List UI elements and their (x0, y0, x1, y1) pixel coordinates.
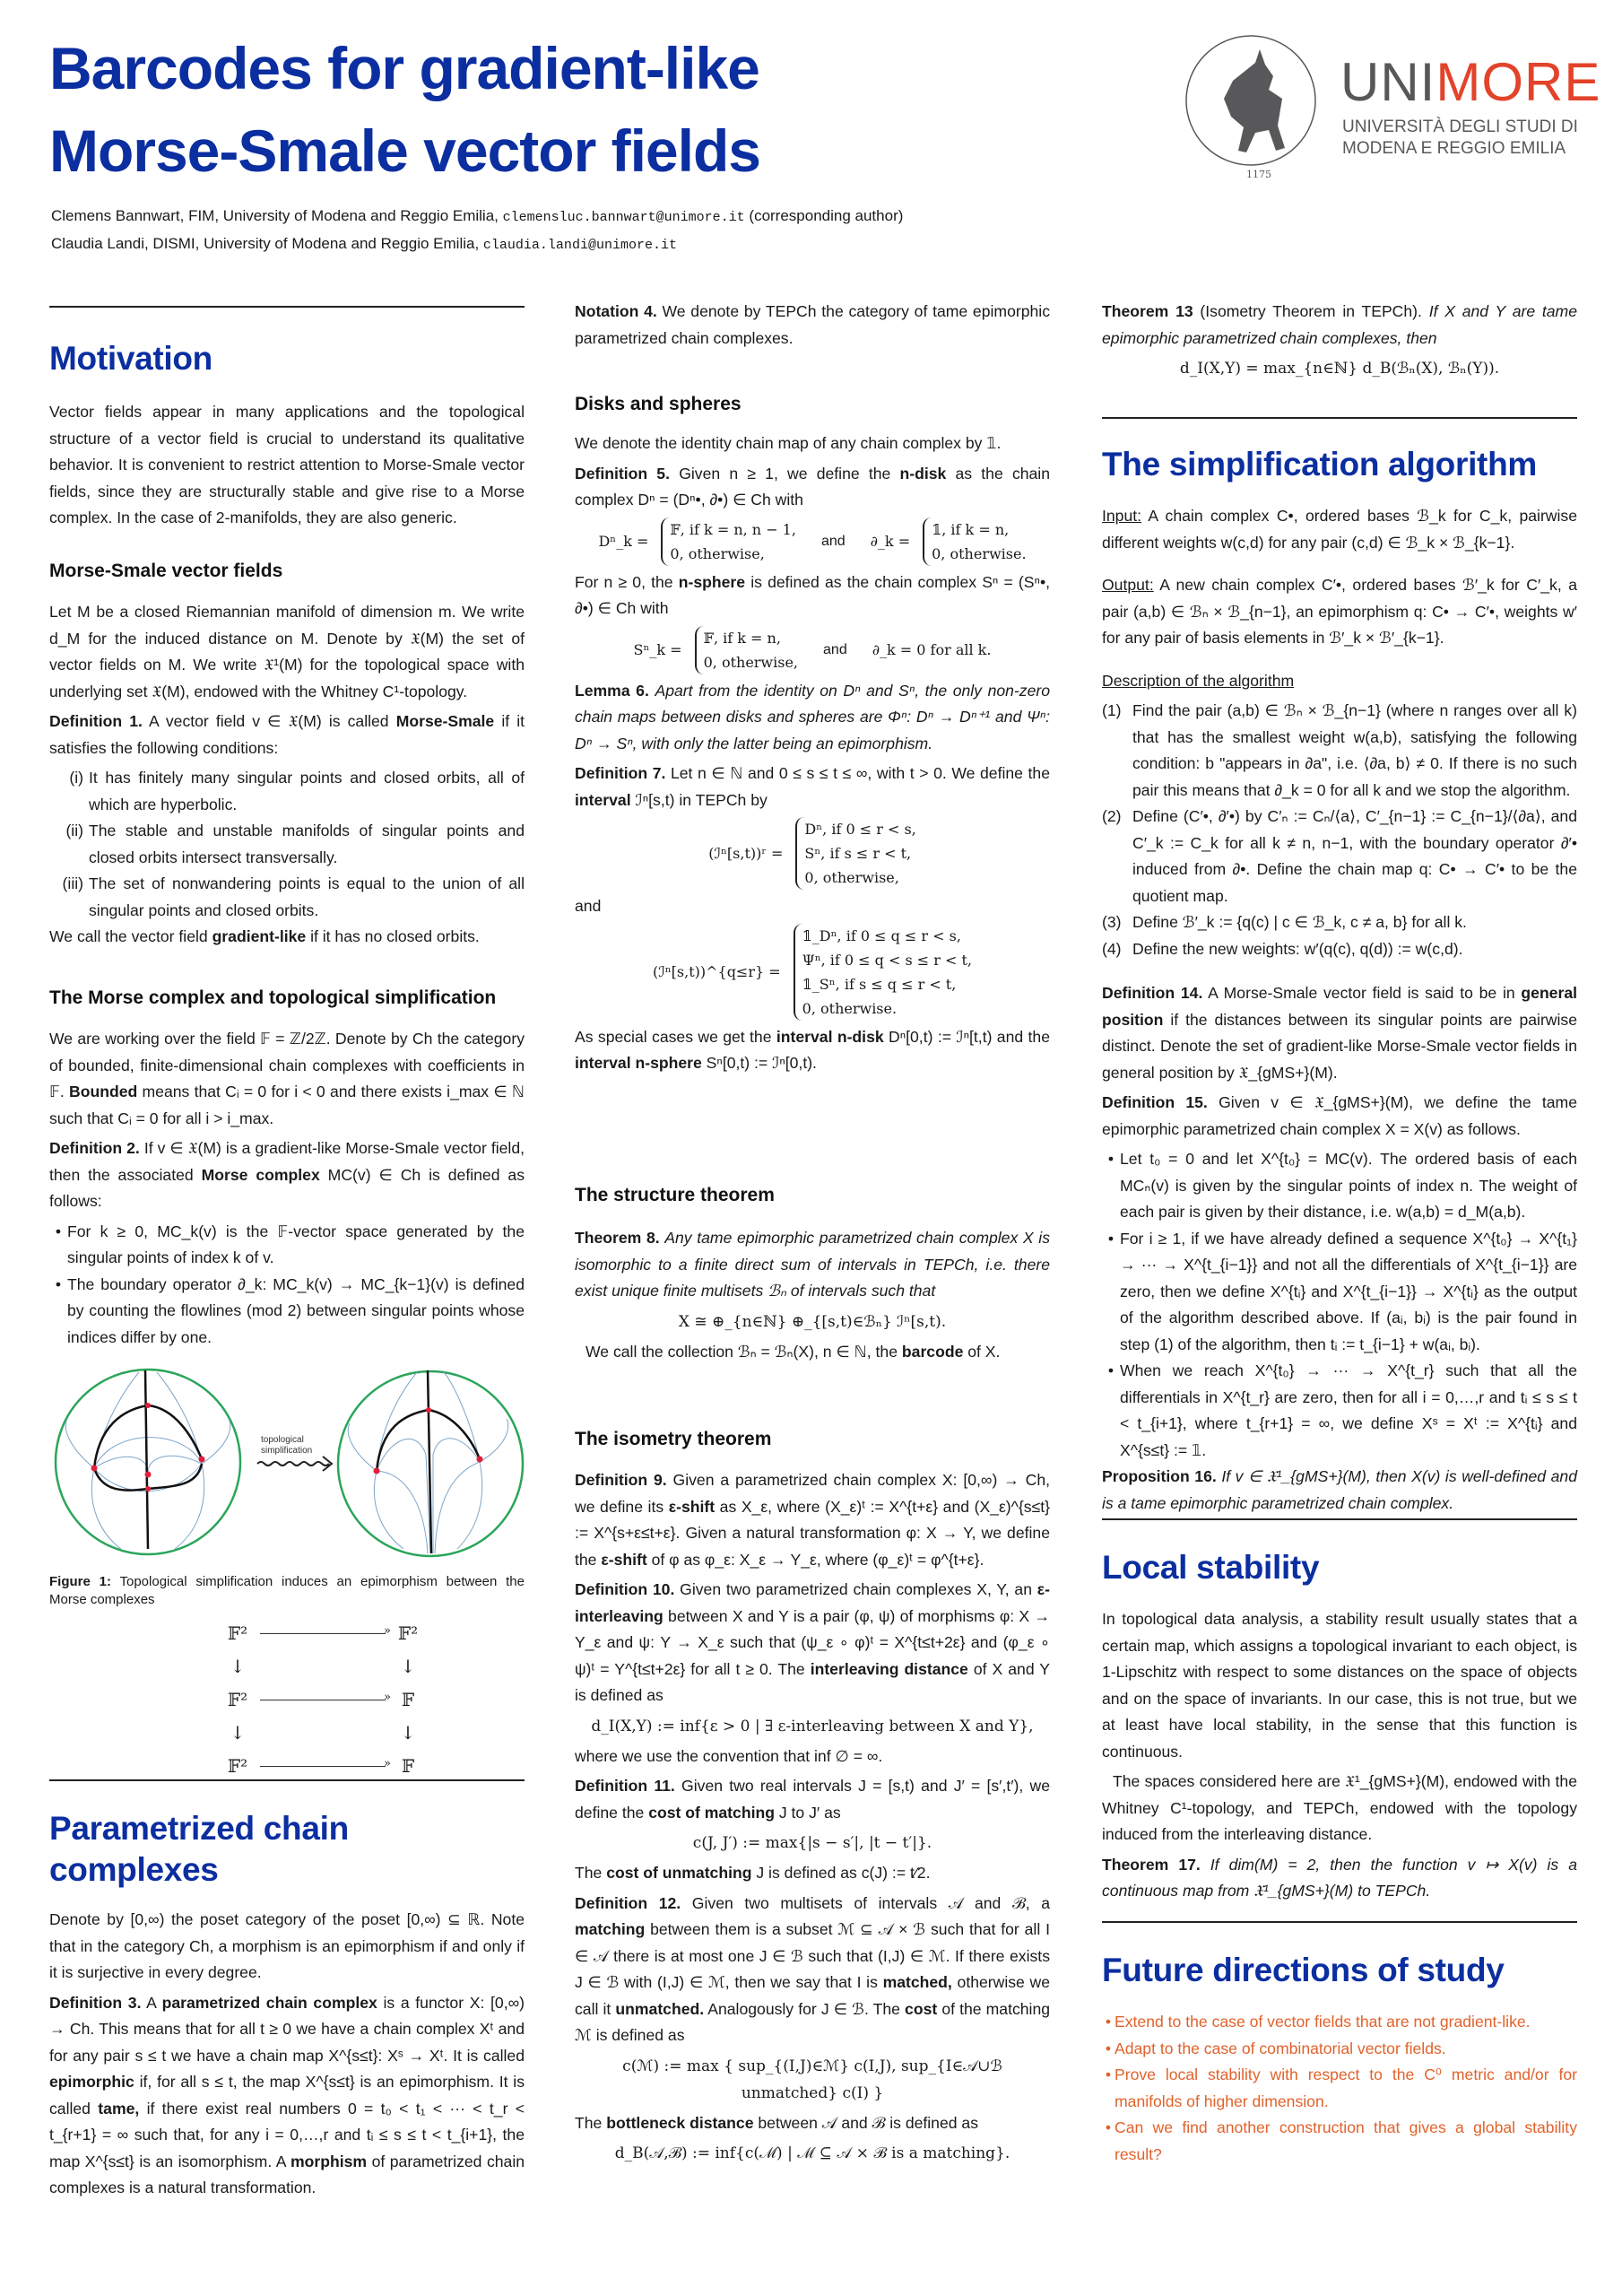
definition-label: Definition 12. (575, 1893, 681, 1912)
text: Analogously for J ∈ ℬ. The (707, 1999, 900, 2018)
column-1-top (49, 306, 525, 535)
step-text: Define (C′•, ∂′•) by C′ₙ := Cₙ/⟨a⟩, C′_{n−1} := C_{n−1}/⟨∂a⟩, and C′_k := C_k for all k ≠ n, n−1, with the boundary operator ∂′• induced from ∂•. Define the chain map q: C• → C′• to be the quotient map. (1132, 807, 1577, 905)
heading-motivation: Motivation (49, 340, 213, 377)
item-text: It has finitely many singular points and closed orbits, all of which are hyperbolic. (89, 769, 525, 813)
term: Morse-Smale (395, 712, 495, 730)
university-name-line-1: UNIVERSITÀ DEGLI STUDI DI (1342, 117, 1578, 136)
list-item (49, 871, 525, 924)
bullet-item (1102, 1358, 1577, 1464)
figure-1 (49, 1365, 525, 1781)
case: Sⁿ, if s ≤ r < t, (804, 845, 912, 862)
author-1-affiliation: Clemens Bannwart, FIM, University of Modena and Reggio Emilia, (51, 207, 499, 224)
case: 0, otherwise. (802, 999, 898, 1017)
algorithm-output (1102, 572, 1577, 652)
definition-label: Definition 14. (1102, 984, 1203, 1002)
section-morse-smale (49, 558, 525, 954)
input-label: Input: (1102, 507, 1142, 525)
heading-disks-spheres: Disks and spheres (575, 394, 742, 414)
matching-cost-formula: c(J, J′) := max{|s − s′|, |t − t′|}. (692, 1834, 932, 1852)
heading-morse-complex: The Morse complex and topological simplification (49, 987, 497, 1008)
definition-14 (1102, 980, 1577, 1086)
item-text: Can we find another construction that gives a global stability result? (1115, 2118, 1577, 2163)
author-1-email[interactable]: clemensluc.bannwart@unimore.it (502, 210, 745, 225)
theorem-name: (Isometry Theorem in TEPCh). (1200, 302, 1422, 320)
definition-label: Definition 9. (575, 1471, 667, 1489)
text: is a functor X: [0,∞) → Ch. This means that for all t ≥ 0 we have a chain complex Xᵗ and for any pair s ≤ t we have a chain map X^{s≤t}: Xˢ → Xᵗ. It is called (49, 1993, 525, 2065)
item-text: The set of nonwandering points is equal to the union of all singular points and closed orbits. (89, 874, 525, 919)
definition-12 (575, 1891, 1050, 2049)
author-1-note: (corresponding author) (749, 207, 904, 224)
text: If v ∈ 𝔛(M) is a gradient-like Morse-Smale vector field, then the associated (49, 1139, 525, 1184)
item-text: The boundary operator ∂_k: MC_k(v) → MC_{k−1}(v) is defined by counting the flowlines (mod 2) between singular points whose indices differ by one. (67, 1274, 525, 1346)
definition-11 (575, 1773, 1050, 1826)
term: matching (575, 1920, 646, 1938)
formula-lhs: Sⁿ_k = (633, 641, 682, 658)
figure-caption (49, 1573, 525, 1609)
item-text: Extend to the case of vector fields that are not gradient-like. (1115, 2013, 1531, 2031)
text: J to J′ as (778, 1803, 841, 1822)
list-item (49, 765, 525, 818)
item-number: (ii) (65, 822, 83, 839)
description-label: Description of the algorithm (1102, 671, 1295, 690)
text: between X and Y is a pair (φ, ψ) of morphisms φ: X → Y_ε and ψ: Y → X_ε such that (ψ_ε ∘ φ)ᵗ = X^{t≤t+2ε} and (φ_ε ∘ ψ)ᵗ = Y^{t≤t+2ε} for all t ≥ 0. The (575, 1606, 1050, 1678)
section-simplification (1102, 417, 1577, 1520)
unmatching-cost (575, 1860, 1050, 1887)
formula-lhs: Dⁿ_k = (598, 533, 649, 550)
heading-local-stability: Local stability (1102, 1549, 1320, 1586)
term: gradient-like (212, 927, 307, 945)
divider (49, 306, 525, 308)
interval-map-formula (575, 924, 1050, 1021)
algorithm-step (1102, 936, 1577, 963)
and-text: and (575, 897, 602, 915)
epi-arrow-icon: » (260, 1633, 386, 1634)
local-stability-text-1: In topological data analysis, a stability result usually states that a certain map, which assigns a topological invariant to each object, is 1-Lipschitz with respect to some distances on the space of objects and on the space of invariants. In our case, this is not true, but we at least have local stability, in the sense that this function is continuous. (1102, 1610, 1577, 1761)
item-text: When we reach X^{t₀} → ··· → X^{t_r} such that all the differentials in X^{t_r} are zero, then for all i = 0,…,r and tᵢ ≤ s ≤ t < t_{i+1}, where t_{r+1} = ∞, we define Xˢ = Xᵗ := X^{tᵢ} and X^{s≤t} := 𝟙. (1120, 1361, 1577, 1459)
term: matched, (882, 1973, 952, 1991)
local-stability-text-2: The spaces considered here are 𝔛¹_{gMS+}(M), endowed with the Whitney C¹-topology, and TEPCh, endowed with the topology induced from the interleaving distance. (1102, 1772, 1577, 1843)
text: Given two parametrized chain complexes X, Y, an (680, 1580, 1032, 1598)
term: cost of unmatching (606, 1864, 752, 1882)
step-number: (3) (1102, 913, 1122, 931)
text: MC(v) ∈ Ch is defined as follows: (49, 1165, 525, 1210)
vector-field-after (338, 1370, 523, 1556)
definition-9 (575, 1467, 1050, 1573)
text: Any tame epimorphic parametrized chain complex X is isomorphic to a finite direct sum of intervals in TEPCh, i.e. there exist unique finite multisets ℬₙ of intervals such that (575, 1229, 1050, 1300)
section-disks-spheres (575, 391, 1050, 1081)
divider (1102, 1921, 1577, 1923)
term: general position (1102, 984, 1577, 1029)
item-text: Prove local stability with respect to the C⁰ metric and/or for manifolds of higher dimension. (1115, 2066, 1577, 2110)
text: Given two real intervals J = [s,t) and J′ = [s′,t′), we define the (575, 1777, 1050, 1822)
term: interval n-sphere (575, 1054, 702, 1072)
term: ε-shift (601, 1550, 647, 1569)
algorithm-step (1102, 909, 1577, 936)
definition-label: Definition 11. (575, 1777, 675, 1795)
term: tame, (98, 2099, 140, 2118)
term: morphism (291, 2152, 368, 2170)
morse-smale-text: Let M be a closed Riemannian manifold of dimension m. We write d_M for the induced distance on M. Denote by 𝔛(M) the set of vector fields on M. We write 𝔛¹(M) for the topological space with underlying set 𝔛(M), endowed with the Whitney C¹-topology. (49, 603, 525, 700)
formula-lhs: ∂_k = (870, 533, 911, 550)
text: of the matching ℳ is defined as (575, 1999, 1051, 2044)
diagram-node: 𝔽 (401, 1755, 415, 1777)
university-seal-icon (1170, 27, 1349, 184)
text: The (575, 2113, 603, 2132)
text: Dⁿ[0,t) := ℐⁿ[t,t) and the (889, 1027, 1050, 1046)
step-text: Define ℬ′_k := {q(c) | c ∈ ℬ_k, c ≠ a, b} for all k. (1132, 913, 1467, 931)
theorem-label: Theorem 17. (1102, 1855, 1201, 1874)
bullet-icon: • (1105, 2039, 1112, 2057)
step-text: Find the pair (a,b) ∈ ℬₙ × ℬ_{n−1} (where n ranges over all k) that has the smallest weight w(a,b), satisfying the following condition: b "appears in ∂a", i.e. ⟨∂a, b⟩ ≠ 0. If there is no such pair this means that ∂_k = 0 for all k and we stop the algorithm. (1132, 701, 1577, 799)
case: 0, otherwise, (703, 653, 799, 671)
term: ε-shift (668, 1497, 716, 1516)
item-number: (i) (69, 769, 83, 787)
definition-5 (575, 461, 1050, 514)
definition-2 (49, 1135, 525, 1215)
notation-4-block (575, 299, 1050, 355)
bottleneck-definition (575, 2110, 1050, 2137)
unimore-logo (1170, 27, 1601, 184)
cases (661, 517, 796, 566)
future-item (1102, 2062, 1577, 2115)
term: Morse complex (201, 1165, 320, 1184)
down-arrow-icon: ↓ (230, 1656, 246, 1677)
divider (1102, 417, 1577, 419)
cases (794, 924, 972, 1021)
formula-lhs: (ℐⁿ[s,t))^{q≤r} = (652, 963, 781, 980)
isometry-formula: d_I(X,Y) = max_{n∈ℕ} d_B(ℬₙ(X), ℬₙ(Y)). (1179, 360, 1500, 378)
lemma-6 (575, 678, 1050, 758)
barcode-definition (575, 1339, 1050, 1366)
text: Sⁿ[0,t) := ℐⁿ[0,t). (706, 1054, 817, 1072)
text: of parametrized chain complexes is a natural transformation. (49, 2152, 525, 2196)
diagram-node: 𝔽² (227, 1755, 248, 1777)
formula-lhs: (ℐⁿ[s,t))ʳ = (708, 845, 784, 862)
text: of φ as φ_ε: X_ε → Y_ε, where (φ_ε)ᵗ = φ^{t+ε}. (651, 1550, 984, 1569)
commutative-diagram (220, 1618, 525, 1781)
text: A chain complex C•, ordered bases ℬ_k for C_k, pairwise different weights w(c,d) for any pair (c,d) ∈ ℬ_k × ℬ_{k−1}. (1102, 507, 1577, 552)
gradient-like-text (49, 924, 525, 951)
text: J is defined as c(J) := t⁄2. (756, 1864, 931, 1882)
text: and (820, 533, 846, 549)
future-list (1102, 2009, 1577, 2168)
item-text: For k ≥ 0, MC_k(v) is the 𝔽-vector space generated by the singular points of index k of v. (67, 1222, 525, 1266)
term: interleaving distance (810, 1659, 968, 1678)
text: Given a parametrized chain complex X: [0,∞) → Ch, we define its (575, 1471, 1050, 1516)
definition-label: Definition 15. (1102, 1093, 1208, 1111)
definition-label: Definition 3. (49, 1993, 142, 2012)
algorithm-input (1102, 503, 1577, 556)
structure-formula: X ≅ ⊕_{n∈ℕ} ⊕_{[s,t)∈ℬₙ} ℐⁿ[s,t). (678, 1312, 947, 1331)
case: 0, otherwise, (670, 544, 765, 562)
university-name (1342, 117, 1578, 160)
diagram-node: 𝔽² (397, 1622, 419, 1644)
bullet-item (49, 1219, 525, 1272)
text: If dim(M) = 2, then the function v ↦ X(v) is a continuous map from 𝔛¹_{gMS+}(M) to TEPCh. (1102, 1855, 1577, 1900)
text: means that Cᵢ = 0 for i < 0 and there exists i_max ∈ ℕ such that Cᵢ = 0 for all i > i_max. (49, 1083, 525, 1127)
section-parametrized (49, 1779, 525, 2205)
text: If v ∈ 𝔛¹_{gMS+}(M), then X(v) is well-defined and is a tame epimorphic parametrized chain complex. (1102, 1467, 1577, 1512)
text: as X_ε, where (X_ε)ᵗ := X^{t+ε} and (X_ε)^{s≤t} := X^{s+ε≤t+ε}. Given a natural transformation φ: X → Y, we define the (575, 1497, 1051, 1569)
down-arrow-icon: ↓ (230, 1722, 246, 1744)
notation-label: Notation 4. (575, 302, 657, 320)
text: A Morse-Smale vector field is said to be in (1208, 984, 1515, 1002)
text: Given n ≥ 1, we define the (679, 464, 891, 483)
text: if it has no closed orbits. (310, 927, 480, 945)
heading-parametrized: Parametrized chain complexes (49, 1810, 349, 1888)
theorem-label: Theorem 8. (575, 1229, 660, 1247)
term: interval (575, 790, 631, 809)
author-2-affiliation: Claudia Landi, DISMI, University of Modena and Reggio Emilia, (51, 235, 480, 252)
step-number: (2) (1102, 807, 1122, 825)
sphere-definition (575, 570, 1050, 622)
future-item (1102, 2036, 1577, 2063)
text: as the chain complex Dⁿ = (Dⁿ•, ∂•) ∈ Ch with (575, 464, 1050, 509)
text: of X. (967, 1342, 1001, 1361)
term: barcode (901, 1342, 964, 1361)
unimore-wordmark (1340, 54, 1600, 111)
algorithm-step (1102, 698, 1577, 804)
title-line-1: Barcodes for gradient-like (49, 35, 759, 101)
text: We call the collection ℬₙ = ℬₙ(X), n ∈ ℕ, the (585, 1342, 898, 1361)
bullet-icon: • (1105, 2066, 1112, 2083)
bullet-icon: • (55, 1222, 62, 1240)
case: 𝟙_Sⁿ, if s ≤ q ≤ r < t, (802, 975, 957, 993)
bullet-icon: • (1107, 1361, 1115, 1379)
diagram-node: 𝔽 (401, 1689, 415, 1710)
definition-7 (575, 761, 1050, 813)
definition-10 (575, 1577, 1050, 1709)
bullet-icon: • (1105, 2013, 1112, 2031)
heading-simplification: The simplification algorithm (1102, 446, 1537, 483)
term: bottleneck distance (606, 2113, 754, 2132)
vector-field-before (56, 1370, 240, 1554)
title-line-2: Morse-Smale vector fields (49, 117, 760, 184)
caption-text: Topological simplification induces an epimorphism between the Morse complexes (49, 1574, 525, 1607)
text: The (575, 1864, 603, 1882)
theorem-13-block (1102, 299, 1577, 386)
term: n-sphere (678, 572, 746, 591)
bullet-icon: • (1107, 1150, 1115, 1168)
algorithm-step (1102, 804, 1577, 909)
formula-rhs: ∂_k = 0 for all k. (872, 641, 992, 658)
section-local-stability (1102, 1518, 1577, 1909)
heading-isometry-theorem: The isometry theorem (575, 1429, 772, 1449)
text: if, for all s ≤ t, the map X^{s≤t} is an epimorphism. It is called (49, 2073, 525, 2118)
term: ε-interleaving (575, 1580, 1050, 1625)
text: is defined as the chain complex Sⁿ = (Sⁿ•, ∂•) ∈ Ch with (575, 572, 1050, 617)
term: unmatched. (615, 1999, 705, 2018)
bullet-icon: • (1107, 1229, 1115, 1248)
text: and (823, 641, 847, 657)
author-1 (51, 203, 903, 230)
bullet-icon: • (1105, 2118, 1112, 2136)
step-number: (4) (1102, 939, 1122, 958)
text: We are working over the field 𝔽 = ℤ/2ℤ. Denote by Ch the category of bounded, finite-dimensional chain complexes with coefficients in 𝔽. (49, 1030, 525, 1100)
text: Apart from the identity on Dⁿ and Sⁿ, the only non-zero chain maps between disks and spheres are Φⁿ: Dⁿ → Dⁿ⁺¹ and Ψⁿ: Dⁿ → Sⁿ, with only the latter being an epimorphism. (575, 681, 1051, 752)
identity-text: We denote the identity chain map of any chain complex by 𝟙. (575, 434, 1002, 452)
simplification-arrow (257, 1457, 332, 1471)
term: epimorphic (49, 2073, 134, 2091)
term: cost of matching (648, 1803, 775, 1822)
divider (1102, 1518, 1577, 1520)
text: if it satisfies the following conditions: (49, 712, 525, 757)
down-arrow-icon: ↓ (400, 1722, 416, 1744)
section-morse-complex (49, 985, 525, 1351)
vector-field-figure (49, 1365, 525, 1558)
text: Given two multisets of intervals 𝒜 and ℬ, a (691, 1893, 1051, 1912)
future-item (1102, 2009, 1577, 2036)
term: Bounded (69, 1083, 138, 1100)
bullet-item (49, 1272, 525, 1352)
theorem-13 (1102, 299, 1577, 352)
term: interval n-disk (776, 1027, 884, 1046)
wordmark-more: MORE (1436, 52, 1601, 112)
definition-label: Definition 1. (49, 712, 143, 730)
item-text: The stable and unstable manifolds of singular points and closed orbits intersect transversally. (89, 822, 525, 866)
term: cost (905, 1999, 938, 2018)
case: 𝔽, if k = n, n − 1, (670, 520, 796, 538)
case: 𝔽, if k = n, (703, 629, 781, 647)
text: A new chain complex C′•, ordered bases ℬ′_k for C′_k, a pair (a,b) ∈ ℬₙ × ℬ_{n−1}, an epimorphism q: C• → C′•, weights w′ for any pair of basis elements in ℬ′_k × ℬ′_{k−1}. (1102, 576, 1577, 647)
matching-formula: c(ℳ) := max { sup_{(I,J)∈ℳ} c(I,J), sup_{I∈𝒜∪ℬ unmatched} c(I) } (622, 2057, 1002, 2102)
section-isometry-theorem (575, 1426, 1050, 2170)
item-text: For i ≥ 1, if we have already defined a sequence X^{t₀} → X^{t₁} → ··· → X^{t_{i−1}} and not all the differentials of X^{t_{i−1}} are zero, then we define X^{tᵢ} and X^{t_{i−1}} → X^{tᵢ} as the output of the algorithm described above. If (aᵢ, bᵢ) is the pair found in step (1) of the algorithm, then tᵢ := t_{i−1} + w(aᵢ, bᵢ). (1120, 1229, 1577, 1353)
theorem-17 (1102, 1852, 1577, 1905)
text: between 𝒜 and ℬ is defined as (758, 2113, 979, 2132)
text: of X and Y is defined as (575, 1659, 1051, 1704)
item-text: Adapt to the case of combinatorial vector fields. (1115, 2039, 1446, 2057)
definition-15 (1102, 1090, 1577, 1143)
text: if the distances between its singular points are pairwise distinct. Denote the set of gradient-like Morse-Smale vector fields in general position by 𝔛_{gMS+}(M). (1102, 1010, 1577, 1082)
definition-label: Definition 5. (575, 464, 670, 483)
item-text: Let t₀ = 0 and let X^{t₀} = MC(v). The ordered basis of each MCₙ(v) is given by the singular points of index n. The weight of each pair is given by their distance, i.e. w(a,b) = d_M(a,b). (1120, 1150, 1577, 1221)
text: A vector field v ∈ 𝔛(M) is called (149, 712, 389, 730)
case: 𝟙_Dⁿ, if 0 ≤ q ≤ r < s, (802, 926, 961, 944)
step-text: Define the new weights: w′(q(c), q(d)) := w(c,d). (1132, 939, 1463, 958)
future-item (1102, 2115, 1577, 2168)
university-name-line-2: MODENA E REGGIO EMILIA (1342, 139, 1566, 158)
text: We call the vector field (49, 927, 208, 945)
text: Given v ∈ 𝔛_{gMS+}(M), we define the tame epimorphic parametrized chain complex X = X(v) as follows. (1102, 1093, 1577, 1138)
disk-formula (575, 517, 1050, 566)
poster-title (49, 27, 760, 192)
list-item (49, 818, 525, 871)
definition-label: Definition 2. (49, 1139, 140, 1157)
arrow-label-1: topological (261, 1435, 304, 1445)
motivation-text: Vector fields appear in many applications and the topological structure of a vector field is crucial to understand its qualitative behavior. It is convenient to restrict attention to Morse-Smale vector fields, since they are structurally stable and give rise to a Morse complex. In the case of 2-manifolds, they are also generic. (49, 403, 525, 526)
term: parametrized chain complex (161, 1993, 377, 2012)
text: if there exist real numbers 0 = t₀ < t₁ < ··· < t_r < t_{r+1} = ∞ such that, for any i = 0,…,r and tᵢ ≤ s ≤ t < t_{i+1}, the map X^{s≤t} is an isomorphism. A (49, 2099, 525, 2170)
interval-formula (575, 817, 1050, 890)
diagram-node: 𝔽² (227, 1622, 248, 1644)
cases (695, 626, 798, 674)
text: between them is a subset ℳ ⊆ 𝒜 × ℬ such that for all I ∈ 𝒜 there is at most one J ∈ ℬ such that (I,J) ∈ ℳ. If there exists J ∈ ℬ with (I,J) ∈ ℳ, then we say that I is (575, 1920, 1050, 1991)
text: Let n ∈ ℕ and 0 ≤ s ≤ t ≤ ∞, with t > 0. We define the (670, 764, 1050, 782)
cases (795, 817, 915, 890)
case: Dⁿ, if 0 ≤ r < s, (804, 821, 916, 838)
caption-label: Figure 1: (49, 1574, 111, 1589)
down-arrow-icon: ↓ (400, 1656, 416, 1677)
text: A (146, 1993, 156, 2012)
bottleneck-formula: d_B(𝒜,ℬ) := inf{c(ℳ) | ℳ ⊆ 𝒜 × ℬ is a matching}. (614, 2144, 1010, 2162)
convention-text: where we use the convention that inf ∅ = ∞. (575, 1746, 883, 1765)
interleaving-formula: d_I(X,Y) := inf{ε > 0 | ∃ ε-interleaving between X and Y}, (591, 1717, 1034, 1735)
special-cases (575, 1024, 1050, 1077)
definition-label: Definition 10. (575, 1580, 675, 1598)
case: 0, otherwise. (932, 544, 1027, 562)
text: ℐⁿ[s,t) in TEPCh by (635, 790, 768, 809)
divider (49, 1779, 525, 1781)
definition-1 (49, 709, 525, 761)
theorem-label: Theorem 13 (1102, 302, 1193, 320)
output-label: Output: (1102, 576, 1154, 594)
text: As special cases we get the (575, 1027, 772, 1046)
text: If X and Y are tame epimorphic parametrized chain complexes, then (1102, 302, 1578, 347)
notation-4 (575, 299, 1050, 352)
definition-3 (49, 1990, 525, 2202)
authors (51, 203, 903, 258)
theorem-8 (575, 1225, 1050, 1305)
author-2 (51, 230, 903, 258)
wordmark-uni: UNI (1340, 52, 1436, 112)
section-structure-theorem (575, 1182, 1050, 1369)
term: n-disk (899, 464, 947, 483)
case: 0, otherwise, (804, 869, 899, 886)
author-2-email[interactable]: claudia.landi@unimore.it (482, 238, 677, 253)
proposition-16 (1102, 1464, 1577, 1517)
case: 𝟙, if k = n, (932, 520, 1010, 538)
diagram-node: 𝔽² (227, 1689, 248, 1710)
heading-future-directions: Future directions of study (1102, 1952, 1505, 1988)
section-future-directions (1102, 1921, 1577, 2168)
definition-label: Definition 7. (575, 764, 666, 782)
parametrized-text: Denote by [0,∞) the poset category of the poset [0,∞) ⊆ ℝ. Note that in the category Ch, a morphism is an epimorphism if and only if it is surjective in every degree. (49, 1910, 525, 1981)
lemma-label: Lemma 6. (575, 681, 649, 700)
epi-arrow-icon: » (260, 1766, 386, 1767)
text: otherwise we call it (575, 1973, 1051, 2018)
text: We denote by TEPCh the category of tame epimorphic parametrized chain complexes. (575, 302, 1050, 347)
heading-structure-theorem: The structure theorem (575, 1185, 775, 1205)
sphere-formula (575, 626, 1050, 674)
svg-text:1175: 1175 (1246, 169, 1271, 180)
cases (923, 517, 1026, 566)
case: Ψⁿ, if 0 ≤ q < s ≤ r < t, (802, 951, 973, 969)
morse-complex-text (49, 1026, 525, 1132)
proposition-label: Proposition 16. (1102, 1467, 1217, 1485)
text: For n ≥ 0, the (575, 572, 673, 591)
bullet-item (1102, 1226, 1577, 1359)
heading-morse-smale: Morse-Smale vector fields (49, 561, 283, 581)
item-number: (iii) (62, 874, 83, 892)
arrow-label-2: simplification (261, 1446, 313, 1456)
step-number: (1) (1102, 701, 1122, 719)
bullet-icon: • (55, 1274, 62, 1293)
bullet-item (1102, 1146, 1577, 1226)
